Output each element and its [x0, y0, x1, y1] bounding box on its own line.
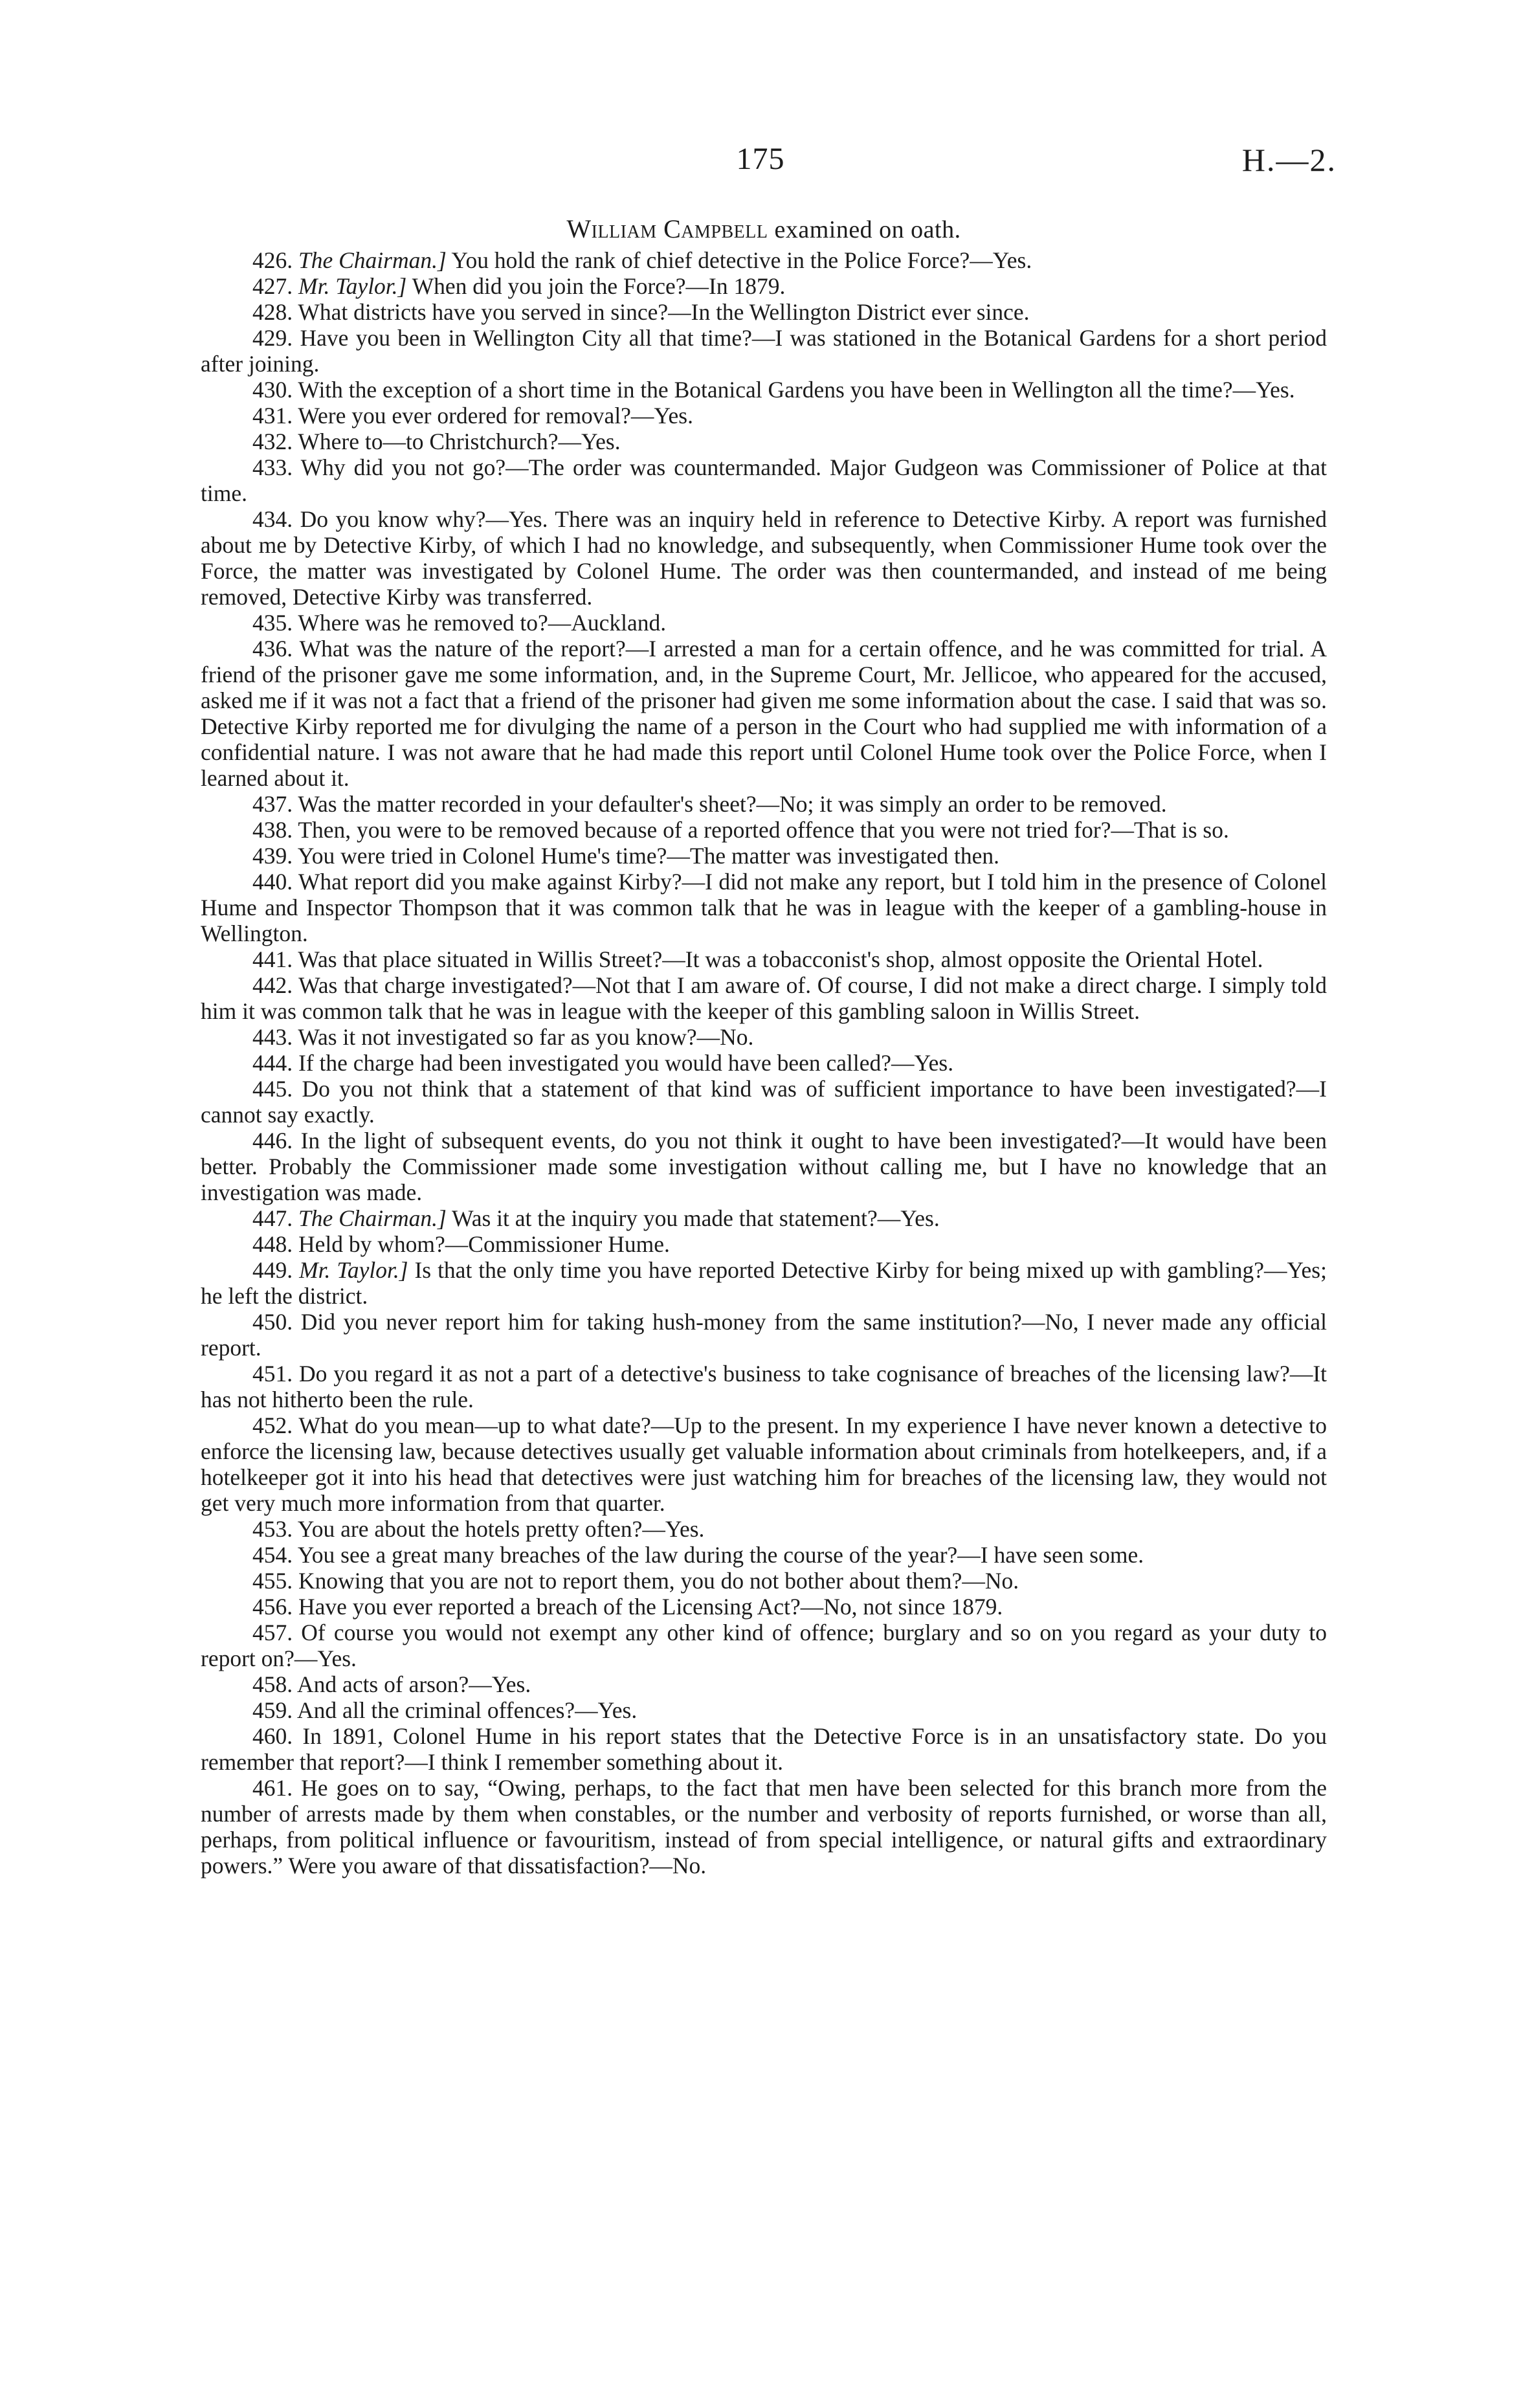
question-number: 433.: [252, 454, 293, 480]
question-text: With the exception of a short time in the Botanical Gardens you have been in Wellington all the time?—Yes.: [298, 377, 1295, 403]
question-text: Is that the only time you have reported Detective Kirby for being mixed up with gambling?—Yes; he left the district.: [201, 1257, 1327, 1309]
question-number: 447.: [252, 1205, 293, 1231]
question-number: 443.: [252, 1024, 293, 1050]
question-text: What do you mean—up to what date?—Up to the present. In my experience I have never known a detective to enforce the licensing law, because detectives usually get valuable information about criminals from hotelkeepers, and, if a hotelkeeper got it into his head that detectives were just watching him for breaches of the licensing law, they would not get very much more information from that quarter.: [201, 1412, 1327, 1516]
question-number: 430.: [252, 377, 293, 403]
question-number: 427.: [252, 273, 293, 299]
page-number: 175: [736, 142, 785, 176]
question-458: [201, 1671, 1327, 1697]
question-number: 445.: [252, 1076, 293, 1102]
question-number: 431.: [252, 403, 293, 429]
question-text: What districts have you served in since?—In the Wellington District ever since.: [298, 299, 1030, 325]
question-436: [201, 636, 1327, 791]
question-text: Was it at the inquiry you made that statement?—Yes.: [452, 1205, 940, 1231]
question-number: 442.: [252, 972, 293, 998]
question-text: You are about the hotels pretty often?—Yes.: [297, 1516, 705, 1542]
witness-heading: [201, 214, 1327, 244]
question-number: 455.: [252, 1568, 293, 1594]
question-438: [201, 817, 1327, 843]
question-450: [201, 1309, 1327, 1361]
question-number: 435.: [252, 610, 293, 636]
question-text: Have you been in Wellington City all that time?—I was stationed in the Botanical Gardens for a short period after joining.: [201, 325, 1327, 377]
question-434: [201, 506, 1327, 610]
question-452: [201, 1412, 1327, 1516]
question-445: [201, 1076, 1327, 1128]
question-428: [201, 299, 1327, 325]
question-text: Was it not investigated so far as you know?—No.: [298, 1024, 754, 1050]
question-text: And all the criminal offences?—Yes.: [297, 1697, 638, 1723]
question-number: 461.: [252, 1775, 293, 1801]
question-459: [201, 1697, 1327, 1723]
question-449: [201, 1257, 1327, 1309]
question-number: 458.: [252, 1671, 293, 1697]
question-number: 436.: [252, 636, 293, 662]
question-text: Knowing that you are not to report them, you do not bother about them?—No.: [298, 1568, 1019, 1594]
question-453: [201, 1516, 1327, 1542]
question-text: Where to—to Christchurch?—Yes.: [298, 429, 621, 454]
question-text: In the light of subsequent events, do you not think it ought to have been investigated?—It would have been better. Probably the Commissioner made some investigation without calling me, but I have no knowledge that an investigation was made.: [201, 1128, 1327, 1205]
question-number: 448.: [252, 1231, 293, 1257]
question-text: Was that charge investigated?—Not that I am aware of. Of course, I did not make a direct charge. I simply told him it was common talk that he was in league with the keeper of this gambling saloon in Willis Street.: [201, 972, 1327, 1024]
testimony-body: [201, 247, 1327, 1878]
question-426: [201, 247, 1327, 273]
question-number: 437.: [252, 791, 293, 817]
question-454: [201, 1542, 1327, 1568]
question-text: Of course you would not exempt any other kind of offence; burglary and so on you regard as your duty to report on?—Yes.: [201, 1620, 1327, 1671]
question-text: You see a great many breaches of the law during the course of the year?—I have seen some.: [297, 1542, 1144, 1568]
question-text: Held by whom?—Commissioner Hume.: [298, 1231, 670, 1257]
question-440: [201, 869, 1327, 946]
question-number: 440.: [252, 869, 293, 895]
question-text: Why did you not go?—The order was countermanded. Major Gudgeon was Commissioner of Police at that time.: [201, 454, 1327, 506]
question-460: [201, 1723, 1327, 1775]
question-441: [201, 946, 1327, 972]
question-text: Do you regard it as not a part of a detective's business to take cognisance of breaches of the licensing law?—It has not hitherto been the rule.: [201, 1361, 1327, 1412]
question-text: Was the matter recorded in your defaulter's sheet?—No; it was simply an order to be removed.: [298, 791, 1167, 817]
question-number: 434.: [252, 506, 293, 532]
question-432: [201, 429, 1327, 454]
question-427: [201, 273, 1327, 299]
speaker-label: Mr. Taylor.]: [299, 1257, 408, 1283]
question-text: Then, you were to be removed because of a reported offence that you were not tried for?—That is so.: [298, 817, 1229, 843]
question-433: [201, 454, 1327, 506]
question-text: Do you know why?—Yes. There was an inquiry held in reference to Detective Kirby. A report was furnished about me by Detective Kirby, of which I had no knowledge, and subsequently, when Commissioner Hume took over the Force, the matter was investigated by Colonel Hume. The order was then countermanded, and instead of me being removed, Detective Kirby was transferred.: [201, 506, 1327, 610]
question-448: [201, 1231, 1327, 1257]
speaker-label: The Chairman.]: [298, 247, 447, 273]
question-text: Were you ever ordered for removal?—Yes.: [298, 403, 693, 429]
question-text: In 1891, Colonel Hume in his report states that the Detective Force is in an unsatisfactory state. Do you remember that report?—I think I remember something about it.: [201, 1723, 1327, 1775]
question-number: 453.: [252, 1516, 293, 1542]
question-443: [201, 1024, 1327, 1050]
question-442: [201, 972, 1327, 1024]
document-reference: H.—2.: [1241, 142, 1337, 178]
question-447: [201, 1205, 1327, 1231]
question-text: He goes on to say, “Owing, perhaps, to the fact that men have been selected for this branch more from the number of arrests made by them when constables, or the number and verbosity of reports furnished, or worse than all, perhaps, from political influence or favouritism, instead of from special intelligence, or natural gifts and extraordinary powers.” Were you aware of that dissatisfaction?—No.: [201, 1775, 1327, 1878]
question-text: And acts of arson?—Yes.: [297, 1671, 531, 1697]
question-439: [201, 843, 1327, 869]
question-text: If the charge had been investigated you would have been called?—Yes.: [298, 1050, 954, 1076]
question-number: 428.: [252, 299, 293, 325]
question-text: What was the nature of the report?—I arrested a man for a certain offence, and he was committed for trial. A friend of the prisoner gave me some information, and, in the Supreme Court, Mr. Jellicoe, who appeared for the accused, asked me if it was not a fact that a friend of the prisoner had given me some information about the case. I said that was so. Detective Kirby reported me for divulging the name of a person in the Court who had supplied me with information of a confidential nature. I was not aware that he had made this report until Colonel Hume took over the Police Force, when I learned about it.: [201, 636, 1327, 791]
question-text: Did you never report him for taking hush-money from the same institution?—No, I never made any official report.: [201, 1309, 1327, 1361]
question-text: Do you not think that a statement of that kind was of sufficient importance to have been investigated?—I cannot say exactly.: [201, 1076, 1327, 1128]
question-431: [201, 403, 1327, 429]
speaker-label: The Chairman.]: [298, 1205, 447, 1231]
question-text: What report did you make against Kirby?—I did not make any report, but I told him in the presence of Colonel Hume and Inspector Thompson that it was common talk that he was in league with the keeper of a gambling-house in Wellington.: [201, 869, 1327, 946]
question-number: 429.: [252, 325, 293, 351]
question-number: 456.: [252, 1594, 293, 1620]
question-461: [201, 1775, 1327, 1878]
question-430: [201, 377, 1327, 403]
question-text: You were tried in Colonel Hume's time?—The matter was investigated then.: [297, 843, 999, 869]
question-number: 451.: [252, 1361, 293, 1387]
question-text: Was that place situated in Willis Street?—It was a tobacconist's shop, almost opposite the Oriental Hotel.: [298, 946, 1263, 972]
question-456: [201, 1594, 1327, 1620]
witness-heading-suffix: examined on oath.: [774, 216, 961, 243]
question-number: 432.: [252, 429, 293, 454]
question-number: 446.: [252, 1128, 293, 1154]
question-text: When did you join the Force?—In 1879.: [412, 273, 786, 299]
question-455: [201, 1568, 1327, 1594]
question-457: [201, 1620, 1327, 1671]
question-number: 460.: [252, 1723, 293, 1749]
question-number: 426.: [252, 247, 293, 273]
question-number: 457.: [252, 1620, 293, 1645]
question-number: 438.: [252, 817, 293, 843]
question-451: [201, 1361, 1327, 1412]
question-number: 439.: [252, 843, 293, 869]
question-number: 450.: [252, 1309, 293, 1335]
question-number: 452.: [252, 1412, 293, 1438]
question-text: Have you ever reported a breach of the Licensing Act?—No, not since 1879.: [298, 1594, 1003, 1620]
question-437: [201, 791, 1327, 817]
witness-name: William Campbell: [566, 214, 768, 243]
question-number: 444.: [252, 1050, 293, 1076]
speaker-label: Mr. Taylor.]: [298, 273, 407, 299]
question-text: Where was he removed to?—Auckland.: [298, 610, 667, 636]
question-446: [201, 1128, 1327, 1205]
question-444: [201, 1050, 1327, 1076]
question-429: [201, 325, 1327, 377]
question-number: 449.: [252, 1257, 293, 1283]
question-number: 454.: [252, 1542, 293, 1568]
question-number: 441.: [252, 946, 293, 972]
question-text: You hold the rank of chief detective in the Police Force?—Yes.: [451, 247, 1032, 273]
question-435: [201, 610, 1327, 636]
question-number: 459.: [252, 1697, 293, 1723]
